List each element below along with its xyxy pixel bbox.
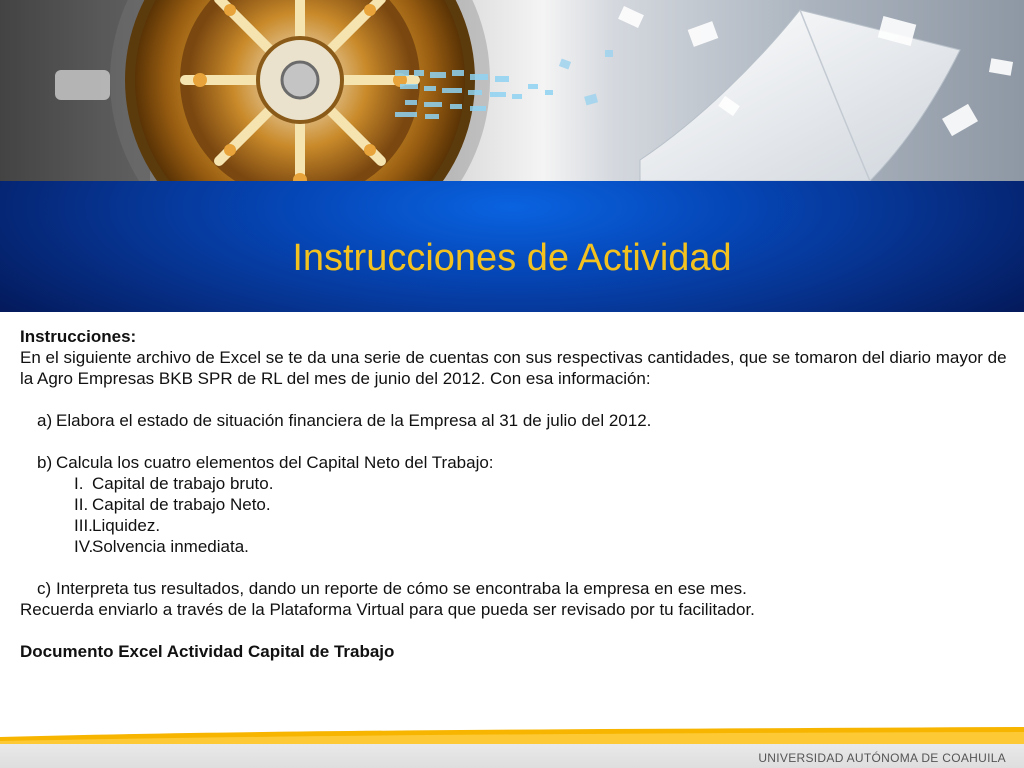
list-item-text: Interpreta tus resultados, dando un reporte de cómo se encontraba la empresa en ese mes. — [56, 579, 747, 598]
instructions-intro: En el siguiente archivo de Excel se te da una serie de cuentas con sus respectivas cantidades, que se tomaron del diario mayor de la Agro Empresas BKB SPR de RL del mes de junio del 2012. Con esa información: — [20, 348, 1007, 388]
sublist-marker: I. — [74, 474, 84, 493]
list-marker: a) — [37, 411, 53, 430]
flying-papers-icon — [559, 6, 1013, 181]
list-marker: c) — [37, 579, 52, 598]
institution-name: UNIVERSIDAD AUTÓNOMA DE COAHUILA — [758, 751, 1006, 765]
banner-illustration — [0, 0, 1024, 181]
sublist-marker: IV. — [74, 537, 94, 556]
sublist-marker: II. — [74, 495, 89, 514]
header-banner — [0, 0, 1024, 181]
sublist-item-text: Solvencia inmediata. — [92, 537, 249, 556]
title-band — [0, 181, 1024, 312]
list-marker: b) — [37, 453, 53, 472]
instructions-content — [20, 326, 1010, 662]
instructions-heading: Instrucciones: — [20, 327, 137, 346]
sublist-item-3 — [20, 515, 1010, 536]
sublist-item-text: Capital de trabajo Neto. — [92, 495, 271, 514]
list-item-text: Elabora el estado de situación financiera de la Empresa al 31 de julio del 2012. — [56, 411, 652, 430]
sublist-item-2 — [20, 494, 1010, 515]
list-item-b — [20, 452, 1010, 473]
sublist-item-text: Capital de trabajo bruto. — [92, 474, 274, 493]
page-title: Instrucciones de Actividad — [292, 237, 732, 279]
sublist-item-1 — [20, 473, 1010, 494]
sublist-item-text: Liquidez. — [92, 516, 161, 535]
reminder-text: Recuerda enviarlo a través de la Plataforma Virtual para que pueda ser revisado por tu facilitador. — [20, 600, 755, 619]
list-item-text: Calcula los cuatro elementos del Capital Neto del Trabajo: — [56, 453, 494, 472]
excel-document-link[interactable]: Documento Excel Actividad Capital de Trabajo — [20, 642, 395, 661]
sublist-item-4 — [20, 536, 1010, 557]
sublist-marker: III. — [74, 516, 93, 535]
list-item-a — [20, 410, 1010, 431]
list-item-c — [20, 578, 1010, 599]
